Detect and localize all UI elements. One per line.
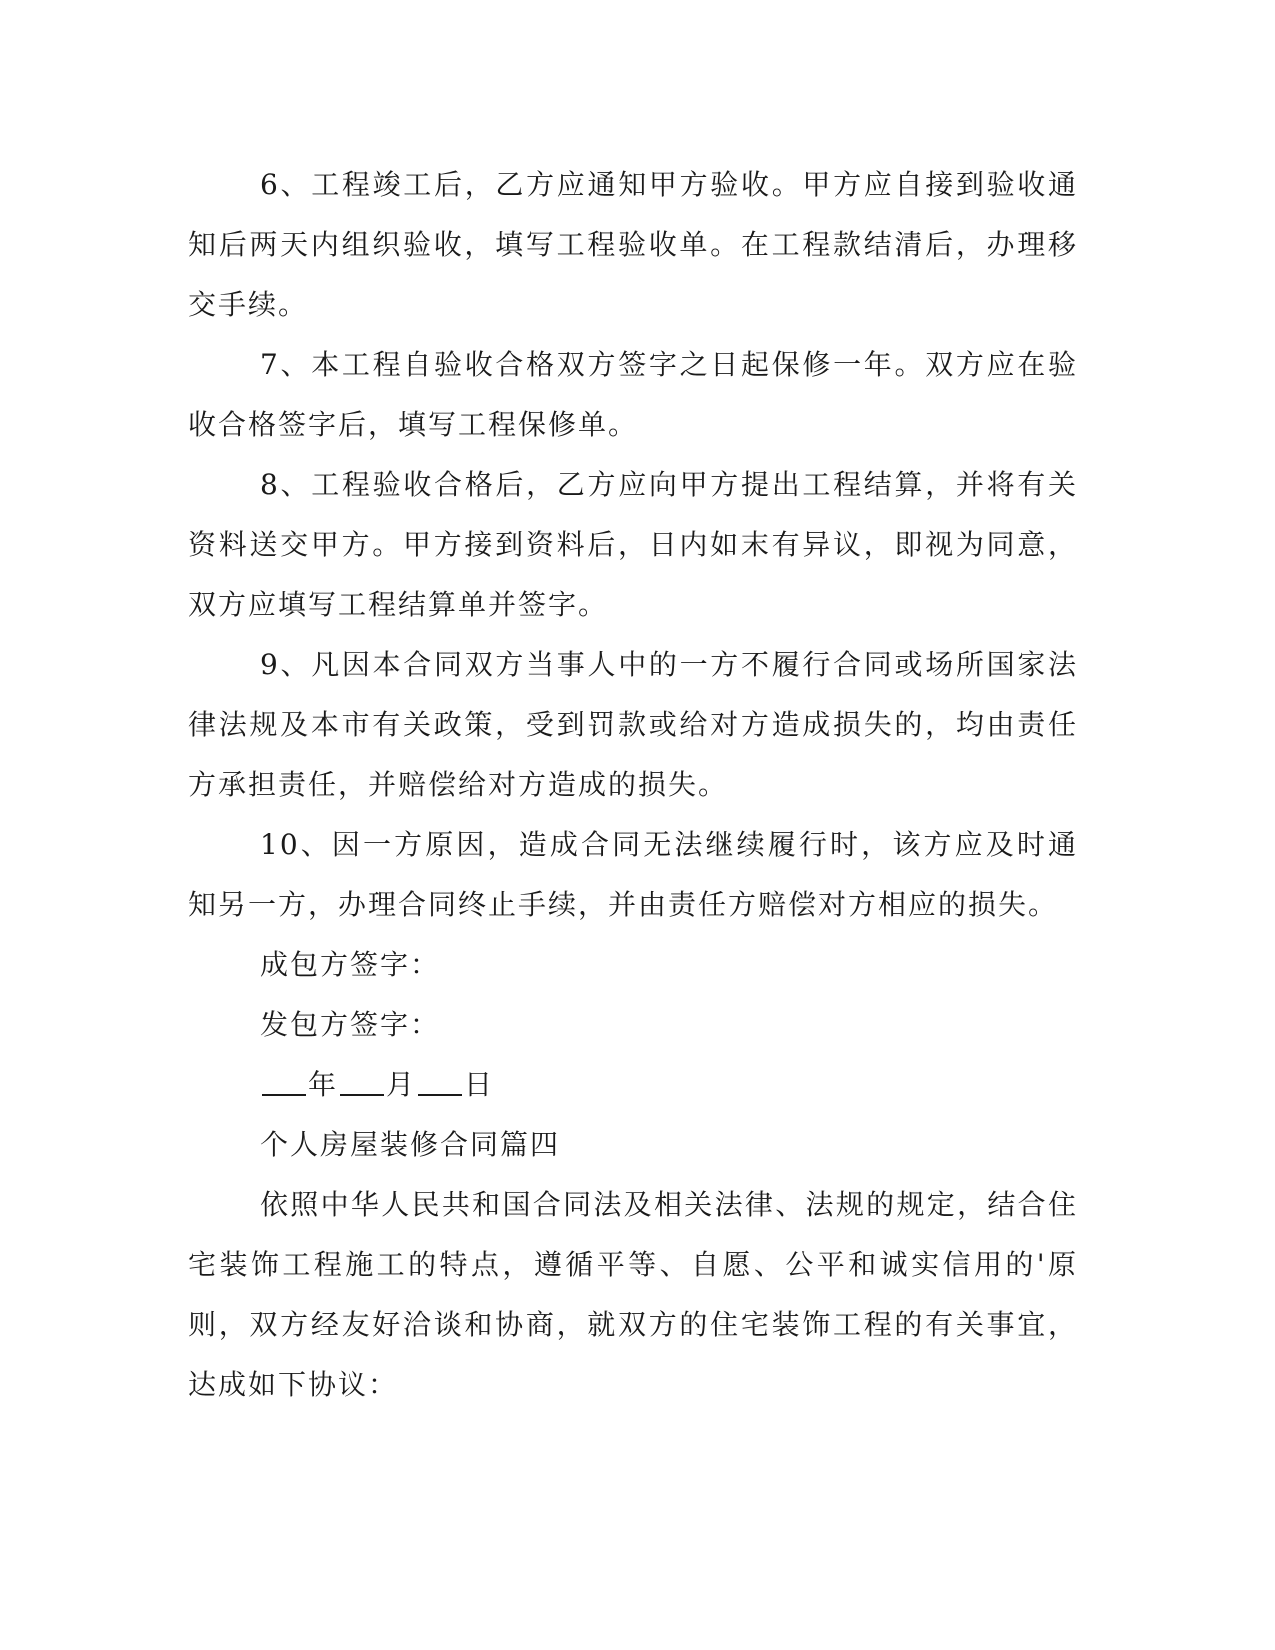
clause-10: 10、因一方原因，造成合同无法继续履行时，该方应及时通知另一方，办理合同终止手续，并由责任方赔偿对方相应的损失。 [188, 828, 1078, 921]
clause-8: 8、工程验收合格后，乙方应向甲方提出工程结算，并将有关资料送交甲方。甲方接到资料后，日内如末有异议，即视为同意，双方应填写工程结算单并签字。 [188, 468, 1078, 621]
month-blank [340, 1068, 384, 1096]
section-title: 个人房屋装修合同篇四 [260, 1128, 561, 1161]
contractor-signature-label: 成包方签字： [260, 948, 441, 981]
year-label: 年 [308, 1068, 339, 1101]
client-signature-label: 发包方签字： [260, 1008, 441, 1041]
clause-7: 7、本工程自验收合格双方签字之日起保修一年。双方应在验收合格签字后，填写工程保修单。 [188, 348, 1078, 441]
document-body [188, 155, 1078, 1415]
day-label: 日 [464, 1068, 495, 1101]
intro-paragraph: 依照中华人民共和国合同法及相关法律、法规的规定，结合住宅装饰工程施工的特点，遵循平等、自愿、公平和诚实信用的'原则，双方经友好洽谈和协商，就双方的住宅装饰工程的有关事宜，达成如下协议： [188, 1188, 1078, 1401]
date-line [188, 1055, 1078, 1115]
month-label: 月 [386, 1068, 417, 1101]
day-blank [418, 1068, 462, 1096]
year-blank [262, 1068, 306, 1096]
clause-9: 9、凡因本合同双方当事人中的一方不履行合同或场所国家法律法规及本市有关政策，受到罚款或给对方造成损失的，均由责任方承担责任，并赔偿给对方造成的损失。 [188, 648, 1078, 801]
clause-6: 6、工程竣工后，乙方应通知甲方验收。甲方应自接到验收通知后两天内组织验收，填写工程验收单。在工程款结清后，办理移交手续。 [188, 168, 1078, 321]
